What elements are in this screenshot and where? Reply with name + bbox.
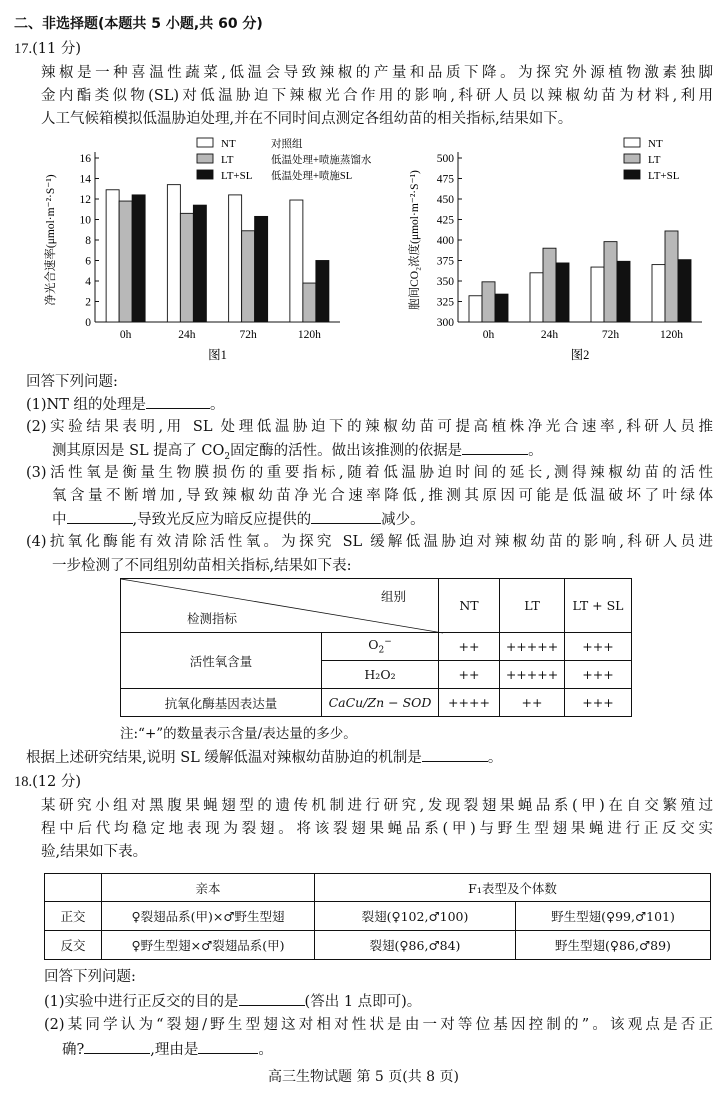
answer-blank[interactable] [422, 747, 488, 762]
q17-part2-text: 测其原因是 SL 提高了 CO [52, 443, 225, 459]
x-tick-label: 0h [119, 329, 132, 341]
q17-part3-text: 减少。 [381, 512, 425, 528]
bar-nt-0h [469, 296, 482, 322]
q17-header [14, 37, 81, 58]
q17-part3-line: (3)活性氧是衡量生物膜损伤的重要指标,随着低温胁迫时间的延长,测得辣椒幼苗的活性 [26, 465, 713, 481]
subscript: 2 [378, 645, 385, 656]
q18-part2-text: 确? [62, 1042, 85, 1058]
q17-intro-line: 人工气候箱模拟低温胁迫处理,并在不同时间点测定各组幼苗的相关指标,结果如下。 [41, 111, 573, 127]
q18-number: 18. [14, 774, 33, 790]
y-tick-label: 325 [436, 296, 454, 309]
answer-blank[interactable] [146, 394, 210, 409]
row-label: 反交 [45, 931, 102, 960]
superscript: − [384, 637, 392, 648]
cross-table [44, 873, 711, 960]
legend-label: NT [648, 138, 663, 150]
col-header-parent: 亲本 [102, 874, 315, 902]
bar-lt-24h [543, 248, 556, 322]
bar-nt-72h [591, 267, 604, 322]
q17-part4-line2: 一步检测了不同组别幼苗相关指标,结果如下表: [52, 558, 352, 574]
y-tick-label: 12 [79, 194, 91, 206]
q17-part3 [26, 462, 713, 485]
table-cell: +++ [565, 689, 632, 717]
answer-blank[interactable] [198, 1039, 258, 1054]
ros-table [120, 578, 632, 717]
bar-lt-sl-72h [617, 261, 630, 322]
y-tick-label: 450 [436, 194, 454, 206]
row-h2o2-label: H₂O₂ [322, 661, 439, 689]
page-footer: 高三生物试题 第 5 页(共 8 页) [268, 1069, 459, 1085]
y-tick-label: 375 [436, 255, 454, 268]
q17-intro-line: 辣椒是一种喜温性蔬菜,低温会导致辣椒的产量和品质下降。为探究外源植物激素独脚 [41, 65, 713, 81]
legend-swatch [624, 154, 640, 163]
period: 。 [210, 397, 225, 413]
q18-part1-text: (答出 1 点即可)。 [304, 994, 422, 1010]
bar-lt-sl-24h [556, 263, 569, 322]
period: 。 [528, 443, 543, 459]
subscript: 2 [224, 451, 231, 462]
section-title: 二、非选择题(本题共 5 小题,共 60 分) [14, 16, 263, 32]
row-gene-label: 抗氧化酶基因表达量 [121, 689, 322, 717]
q18-part2-line2 [62, 1038, 273, 1059]
y-tick-label: 8 [85, 235, 91, 247]
bar-lt-120h [303, 283, 316, 322]
table-cell: +++ [565, 633, 632, 661]
q18-part2-text: ,理由是 [150, 1042, 199, 1058]
legend-label: LT+SL [221, 170, 253, 182]
q17-conclusion [26, 746, 502, 767]
x-tick-label: 72h [239, 329, 257, 341]
table-cell: ++ [500, 689, 565, 717]
answer-blank[interactable] [67, 509, 133, 524]
q18-intro-line: 验,结果如下表。 [41, 844, 148, 860]
q17-answer-prompt: 回答下列问题: [26, 374, 118, 390]
y-tick-label: 6 [85, 255, 91, 268]
x-tick-label: 0h [482, 329, 495, 341]
col-header-f1: F₁表型及个体数 [315, 874, 711, 902]
bar-lt-sl-0h [132, 195, 145, 322]
y-tick-label: 16 [79, 153, 91, 165]
y-axis-label: 净光合速率(μmol·m⁻²·S⁻¹) [45, 174, 57, 306]
legend-label: LT [648, 154, 661, 166]
x-tick-label: 72h [601, 329, 620, 341]
q17-part4-line: (4)抗氧化酶能有效清除活性氧。为探究 SL 缓解低温胁迫对辣椒幼苗的影响,科研人员进 [26, 534, 713, 550]
table-cell: ♀野生型翅×♂裂翅品系(甲) [102, 931, 315, 960]
bar-lt-0h [119, 201, 132, 322]
table-diagonal-header [121, 579, 439, 633]
q18-intro-line: 程中后代均稳定地表现为裂翅。将该裂翅果蝇品系(甲)与野生型翅果蝇进行正反交实 [41, 821, 713, 837]
header-group: 组别 [380, 589, 406, 604]
q17-number: 17. [14, 41, 33, 57]
answer-blank[interactable] [84, 1039, 150, 1054]
o2-text: O [368, 637, 379, 653]
q17-part1-text: (1)NT 组的处理是 [26, 397, 147, 413]
row-ros-label: 活性氧含量 [121, 633, 322, 689]
q17-part3-text: 中 [52, 512, 67, 528]
x-tick-label: 120h [297, 329, 321, 341]
legend-swatch [197, 154, 213, 163]
y-tick-label: 350 [436, 276, 454, 288]
x-tick-label: 24h [540, 329, 559, 341]
q17-part2-line: (2)实验结果表明,用 SL 处理低温胁迫下的辣椒幼苗可提高植株净光合速率,科研人员推 [26, 419, 713, 435]
legend-label: LT+SL [648, 170, 680, 182]
q17-score: (11 分) [32, 41, 81, 57]
answer-blank[interactable] [462, 440, 528, 455]
q18-score: (12 分) [32, 774, 81, 790]
bar-lt-72h [604, 242, 617, 322]
q17-conclusion-text: 根据上述研究结果,说明 SL 缓解低温对辣椒幼苗胁迫的机制是 [26, 750, 422, 766]
col-header-lt: LT [500, 579, 565, 633]
row-label: 正交 [45, 902, 102, 931]
bar-lt-24h [180, 213, 193, 322]
table-cell: +++++ [500, 661, 565, 689]
table-cell: +++++ [500, 633, 565, 661]
x-tick-label: 120h [660, 329, 683, 341]
legend-swatch [197, 138, 213, 147]
q18-part2-line: (2)某同学认为“裂翅/野生型翅这对相对性状是由一对等位基因控制的”。该观点是否正 [44, 1017, 713, 1033]
q17-intro [41, 62, 713, 131]
y-tick-label: 400 [436, 235, 454, 247]
table-cell: 野生型翅(♀99,♂101) [516, 902, 711, 931]
q17-part2 [26, 416, 713, 439]
q17-part2-text: 固定酶的活性。做出该推测的依据是 [230, 443, 463, 459]
legend-label: NT [221, 138, 236, 150]
row-o2-label [322, 633, 439, 661]
header-index: 检测指标 [187, 611, 238, 626]
table-note: 注:“+”的数量表示含量/表达量的多少。 [120, 726, 357, 742]
bar-lt-120h [665, 231, 678, 322]
y-tick-label: 4 [85, 276, 91, 288]
bar-nt-72h [229, 195, 242, 322]
q17-part1 [26, 393, 225, 414]
chart-title: 图2 [570, 348, 590, 362]
y-tick-label: 475 [436, 173, 454, 186]
q17-part2-line2 [52, 439, 543, 462]
q18-part2-text: 。 [258, 1042, 273, 1058]
row-gene-name: CaCu/Zn − SOD [322, 689, 439, 717]
bar-lt-72h [242, 231, 255, 322]
q17-part3-line: 氧含量不断增加,导致辣椒幼苗净光合速率降低,推测其原因可能是低温破坏了叶绿体 [52, 488, 713, 504]
answer-blank[interactable] [311, 509, 381, 524]
bar-lt-sl-72h [255, 216, 268, 322]
figure-1 [40, 136, 372, 368]
legend-description: 低温处理+喷施蒸馏水 [271, 155, 372, 166]
answer-blank[interactable] [239, 991, 305, 1006]
q18-intro [41, 795, 713, 864]
bar-nt-24h [167, 185, 180, 322]
q17-part4 [26, 531, 713, 554]
bar-lt-0h [482, 282, 495, 322]
bar-lt-sl-120h [678, 260, 691, 322]
q18-part1-text: (1)实验中进行正反交的目的是 [44, 994, 239, 1010]
figure-2 [406, 136, 718, 368]
q18-header [14, 770, 81, 791]
table-cell: 野生型翅(♀86,♂89) [516, 931, 711, 960]
y-tick-label: 500 [436, 153, 454, 165]
y-tick-label: 300 [436, 317, 454, 329]
table-cell: 裂翅(♀102,♂100) [315, 902, 516, 931]
x-tick-label: 24h [178, 329, 196, 341]
y-tick-label: 14 [79, 173, 91, 186]
legend-swatch [624, 138, 640, 147]
legend-description: 对照组 [271, 139, 303, 150]
q18-intro-line: 某研究小组对黑腹果蝇翅型的遗传机制进行研究,发现裂翅果蝇品系(甲)在自交繁殖过 [41, 798, 713, 814]
y-tick-label: 2 [85, 296, 91, 309]
q17-part3 [52, 485, 713, 508]
y-tick-label: 0 [85, 317, 91, 329]
y-tick-label: 10 [79, 214, 91, 227]
col-header-ltsl: LT + SL [565, 579, 632, 633]
q17-part3-line3 [52, 508, 425, 529]
q17-part3-text: ,导致光反应为暗反应提供的 [132, 512, 312, 528]
q18-answer-prompt: 回答下列问题: [44, 969, 136, 985]
y-tick-label: 425 [436, 214, 454, 227]
bar-nt-120h [652, 265, 665, 322]
col-header-nt: NT [439, 579, 500, 633]
legend-label: LT [221, 154, 234, 166]
bar-nt-24h [530, 273, 543, 322]
table-corner [45, 874, 102, 902]
q18-part1 [44, 990, 421, 1011]
legend-description: 低温处理+喷施SL [271, 171, 353, 182]
bar-nt-120h [290, 200, 303, 322]
period: 。 [487, 750, 503, 766]
legend-swatch [624, 170, 640, 179]
table-cell: ++ [439, 633, 500, 661]
chart-title: 图1 [208, 348, 227, 362]
bar-lt-sl-0h [495, 294, 508, 322]
bar-lt-sl-24h [193, 205, 206, 322]
bar-nt-0h [106, 190, 119, 322]
q17-intro-line: 金内酯类似物(SL)对低温胁迫下辣椒光合作用的影响,科研人员以辣椒幼苗为材料,利用 [41, 88, 713, 104]
table-cell: 裂翅(♀86,♂84) [315, 931, 516, 960]
q18-part2 [44, 1014, 713, 1037]
y-axis-label: 胞间CO₂浓度(μmol·m⁻²·S⁻¹) [409, 170, 421, 310]
bar-lt-sl-120h [316, 261, 329, 323]
legend-swatch [197, 170, 213, 179]
table-cell: ++++ [439, 689, 500, 717]
table-cell: ♀裂翅品系(甲)×♂野生型翅 [102, 902, 315, 931]
table-cell: +++ [565, 661, 632, 689]
table-cell: ++ [439, 661, 500, 689]
